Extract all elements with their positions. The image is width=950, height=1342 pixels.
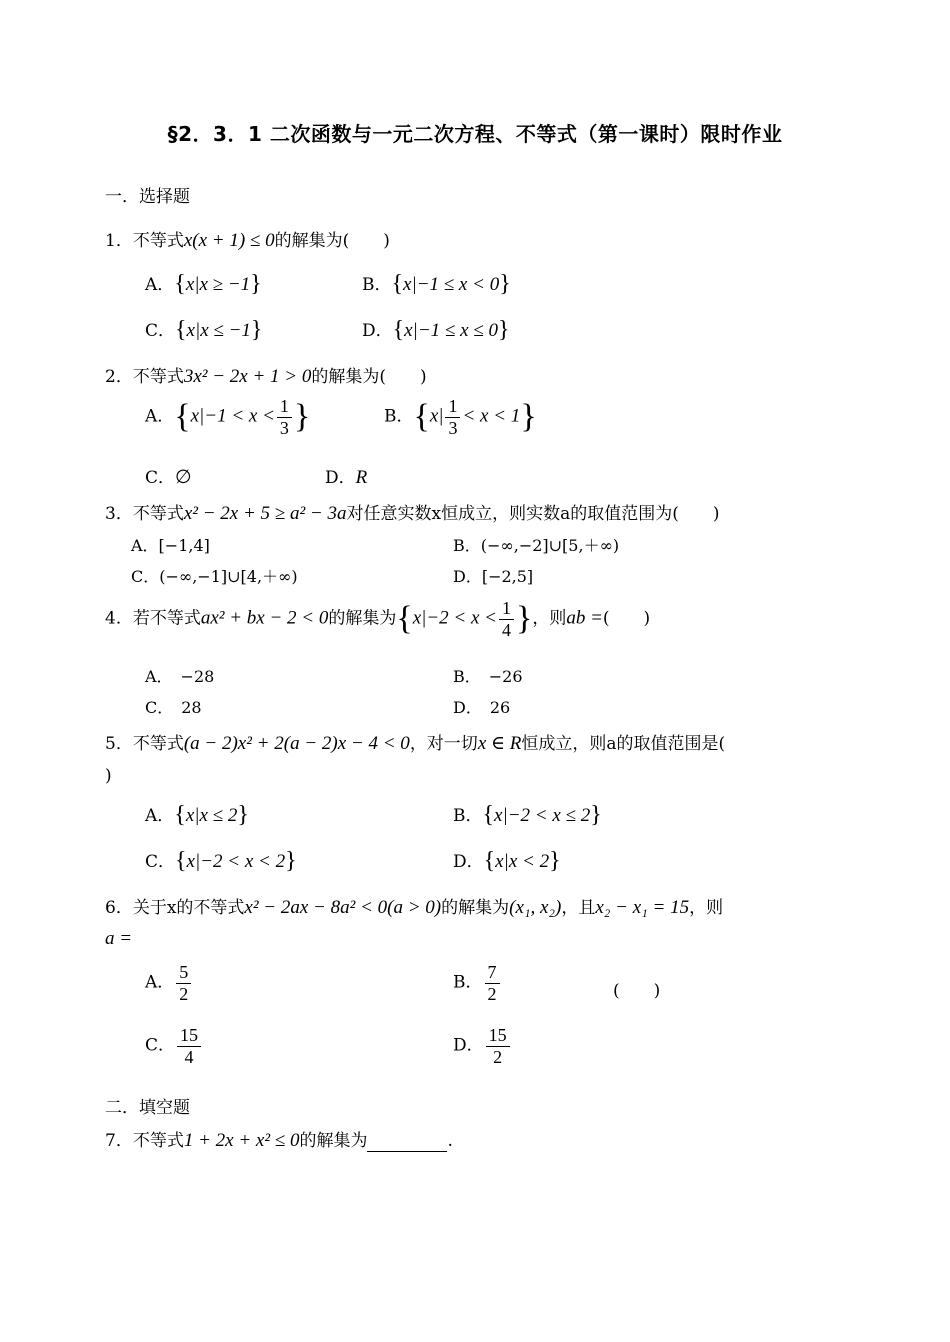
q2-expression: 3x² − 2x + 1 > 0 bbox=[183, 366, 312, 387]
q3-expression: x² − 2x + 5 ≥ a² − 3a bbox=[183, 503, 347, 524]
question-4: 4．若不等式ax² + bx − 2 < 0的解集为{x|−2 < x < $\frac{1}{4}$ }，则ab =( ) bbox=[105, 598, 651, 640]
q7-expression: 1 + 2x + x² ≤ 0 bbox=[183, 1130, 300, 1151]
q2-option-a[interactable]: A．{x|−1 < x < $\frac{1}{3}$ } bbox=[145, 396, 311, 438]
q1-expression: x(x + 1) ≤ 0 bbox=[183, 230, 275, 251]
question-2: 2．不等式3x² − 2x + 1 > 0的解集为( ) bbox=[105, 366, 427, 387]
q3-option-b[interactable]: B．(−∞,−2]∪[5,＋∞) bbox=[453, 536, 620, 555]
section-heading-choice: 一．选择题 bbox=[105, 187, 190, 207]
section-heading-fill-blank: 二．填空题 bbox=[105, 1098, 190, 1118]
q5-expression: (a − 2)x² + 2(a − 2)x − 4 < 0 bbox=[183, 733, 410, 754]
q5-option-d[interactable]: D．{x|x < 2} bbox=[453, 848, 561, 874]
q4-option-c[interactable]: C． 28 bbox=[145, 698, 202, 717]
question-7: 7．不等式1 + 2x + x² ≤ 0的解集为 . bbox=[105, 1130, 453, 1151]
q6-option-b[interactable]: B． $\frac{7}{2}$ bbox=[453, 962, 502, 1004]
q5-option-a[interactable]: A．{x|x ≤ 2} bbox=[145, 802, 249, 828]
q4-option-a[interactable]: A． −28 bbox=[145, 667, 215, 686]
q2-option-c[interactable]: C．∅ bbox=[145, 467, 192, 488]
q6-expression: x² − 2ax − 8a² < 0(a > 0) bbox=[244, 897, 442, 918]
q4-expression: ax² + bx − 2 < 0 bbox=[200, 607, 329, 629]
question-3: 3．不等式x² − 2x + 5 ≥ a² − 3a对任意实数x恒成立，则实数a的取值范围为( ) bbox=[105, 503, 720, 524]
q3-option-a[interactable]: A．[−1,4] bbox=[131, 536, 210, 555]
q1-option-d[interactable]: D．{x|−1 ≤ x ≤ 0} bbox=[362, 317, 510, 343]
q3-option-c[interactable]: C．(−∞,−1]∪[4,＋∞) bbox=[131, 567, 298, 586]
q4-option-d[interactable]: D． 26 bbox=[453, 698, 511, 717]
q1-option-c[interactable]: C．{x|x ≤ −1} bbox=[145, 317, 263, 343]
page-title: §2．3．1 二次函数与一元二次方程、不等式（第一课时）限时作业 bbox=[167, 122, 783, 146]
q6-option-d[interactable]: D． $\frac{15}{2}$ bbox=[453, 1025, 512, 1067]
q2-option-b[interactable]: B．{x| $\frac{1}{3}$ < x < 1} bbox=[384, 396, 537, 438]
q6-option-c[interactable]: C． $\frac{15}{4}$ bbox=[145, 1025, 203, 1067]
question-5-continuation: ) bbox=[105, 766, 112, 786]
q7-answer-blank[interactable] bbox=[367, 1135, 447, 1152]
q1-option-a[interactable]: A．{x|x ≥ −1} bbox=[145, 271, 262, 297]
question-1: 1．不等式x(x + 1) ≤ 0的解集为( ) bbox=[105, 230, 390, 251]
q4-option-b[interactable]: B． −26 bbox=[453, 667, 523, 686]
q6-answer-paren: ( ) bbox=[613, 981, 661, 1001]
q1-option-b[interactable]: B．{x|−1 ≤ x < 0} bbox=[362, 271, 511, 297]
q5-option-c[interactable]: C．{x|−2 < x < 2} bbox=[145, 848, 297, 874]
q3-option-d[interactable]: D．[−2,5] bbox=[453, 567, 534, 586]
q6-option-a[interactable]: A． $\frac{5}{2}$ bbox=[145, 962, 193, 1004]
question-5: 5．不等式(a − 2)x² + 2(a − 2)x − 4 < 0，对一切x ∈ R恒成立，则a的取值范围是( bbox=[105, 733, 726, 754]
q5-option-b[interactable]: B．{x|−2 < x ≤ 2} bbox=[453, 802, 602, 828]
q2-option-d[interactable]: D．R bbox=[325, 467, 368, 488]
question-6-continuation: a = bbox=[105, 928, 133, 949]
question-6: 6．关于x的不等式x² − 2ax − 8a² < 0(a > 0)的解集为(x₁, x₂)，且x₂ − x₁ = 15，则 bbox=[105, 897, 724, 918]
